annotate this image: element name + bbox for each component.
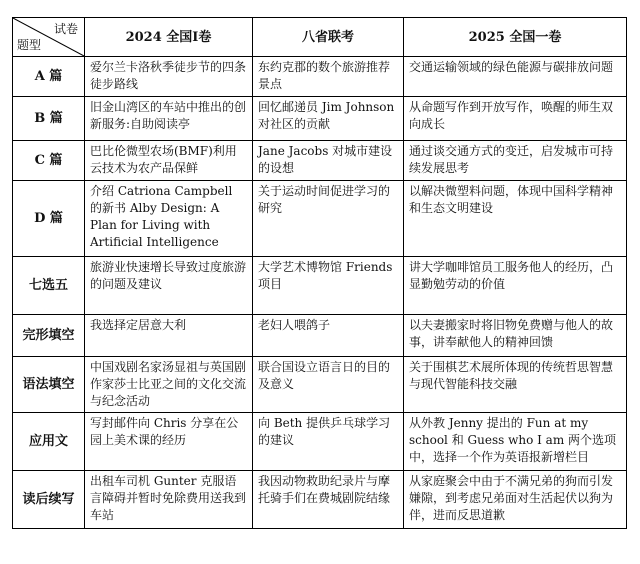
table-cell: Jane Jacobs 对城市建设的设想 [253,141,404,181]
row-label: 完形填空 [13,315,85,357]
row-label: 应用文 [13,413,85,471]
row-label: B 篇 [13,97,85,141]
table-cell: 中国戏剧名家汤显祖与英国剧作家莎士比亚之间的文化交流与纪念活动 [85,357,253,413]
table-cell: 关于围棋艺术展所体现的传统哲思智慧与现代智能科技交融 [404,357,627,413]
table-cell: 旧金山湾区的车站中推出的创新服务:自助阅读亭 [85,97,253,141]
table-cell: 介绍 Catriona Campbell 的新书 Alby Design: A Plan for Living with Artificial Intelligence [85,181,253,257]
table-cell: 联合国设立语言日的目的及意义 [253,357,404,413]
column-header-2025: 2025 全国一卷 [404,18,627,57]
table-cell: 从外教 Jenny 提出的 Fun at my school 和 Guess who I am 两个选项中，选择一个作为英语报新增栏目 [404,413,627,471]
table-row [13,315,627,357]
table-cell: 向 Beth 提供乒乓球学习的建议 [253,413,404,471]
table-cell: 回忆邮递员 Jim Johnson 对社区的贡献 [253,97,404,141]
table-cell: 大学艺术博物馆 Friends 项目 [253,257,404,315]
table-cell: 爱尔兰卡洛秋季徒步节的四条徒步路线 [85,57,253,97]
corner-cell [13,18,85,57]
table-row [13,257,627,315]
row-label: D 篇 [13,181,85,257]
header-row [13,18,627,57]
exam-comparison-table [12,17,627,529]
table-cell: 以解决微塑料问题，体现中国科学精神和生态文明建设 [404,181,627,257]
table-cell: 东约克郡的数个旅游推荐景点 [253,57,404,97]
table-cell: 旅游业快速增长导致过度旅游的问题及建议 [85,257,253,315]
table-row [13,471,627,529]
table-cell: 老妇人喂鸽子 [253,315,404,357]
corner-bottom-label: 题型 [17,38,42,52]
table-row [13,97,627,141]
table-cell: 我选择定居意大利 [85,315,253,357]
table-row [13,57,627,97]
table-cell: 写封邮件向 Chris 分享在公园上美术课的经历 [85,413,253,471]
row-label: 七选五 [13,257,85,315]
table-cell: 从命题写作到开放写作，唤醒的师生双向成长 [404,97,627,141]
table-cell: 以夫妻搬家时将旧物免费赠与他人的故事，讲奉献他人的精神回馈 [404,315,627,357]
table-cell: 关于运动时间促进学习的研究 [253,181,404,257]
table-row [13,357,627,413]
table-cell: 通过谈交通方式的变迁，启发城市可持续发展思考 [404,141,627,181]
table-row [13,141,627,181]
table-cell: 我因动物救助纪录片与摩托骑手们在费城剧院结缘 [253,471,404,529]
column-header-bashen: 八省联考 [253,18,404,57]
table-cell: 巴比伦微型农场(BMF)利用云技术为农产品保鲜 [85,141,253,181]
row-label: A 篇 [13,57,85,97]
corner-top-label: 试卷 [53,22,78,36]
row-label: 语法填空 [13,357,85,413]
table-row [13,181,627,257]
row-label: 读后续写 [13,471,85,529]
table-row [13,413,627,471]
row-label: C 篇 [13,141,85,181]
table-cell: 出租车司机 Gunter 克服语言障碍并暂时免除费用送我到车站 [85,471,253,529]
table-cell: 从家庭聚会中由于不满兄弟的狗而引发嫌隙，到考虑兄弟面对生活起伏以狗为伴，进而反思道歉 [404,471,627,529]
table-cell: 交通运输领域的绿色能源与碳排放问题 [404,57,627,97]
column-header-2024: 2024 全国Ⅰ卷 [85,18,253,57]
table-cell: 讲大学咖啡馆员工服务他人的经历，凸显勤勉劳动的价值 [404,257,627,315]
